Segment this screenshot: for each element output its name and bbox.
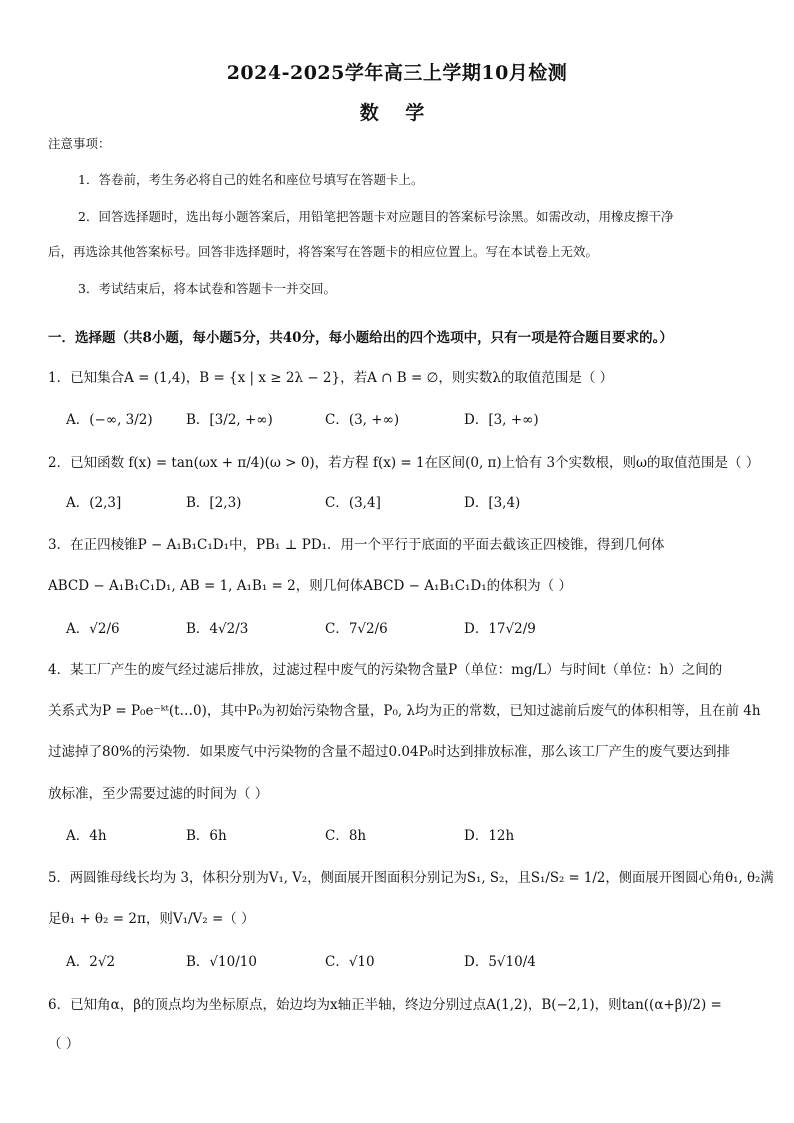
option-b: B．√10/10: [186, 954, 257, 970]
question-5-stem: 足θ₁ + θ₂ = 2π，则V₁/V₂ =（ ）: [48, 911, 255, 927]
option-a: A．(2,3]: [66, 495, 122, 511]
option-c: C．(3, +∞): [325, 412, 400, 428]
option-d: D．5√10/4: [464, 954, 536, 970]
notice-item: 2．回答选择题时，选出每小题答案后，用铅笔把答题卡对应题目的答案标号涂黑。如需改动，用橡皮擦干净: [78, 209, 674, 224]
option-d: D．[3,4): [464, 495, 521, 511]
option-b: B．[2,3): [186, 495, 242, 511]
option-a: A．2√2: [66, 954, 116, 970]
notice-heading: 注意事项：: [48, 136, 111, 151]
option-c: C．(3,4]: [325, 495, 381, 511]
subject-title: 数 学: [359, 102, 435, 124]
option-c: C．8h: [325, 828, 367, 844]
option-d: D．12h: [464, 828, 515, 844]
question-3-stem: ABCD − A₁B₁C₁D₁, AB = 1, A₁B₁ = 2，则几何体ABCD − A₁B₁C₁D₁的体积为（ ）: [48, 578, 572, 594]
option-c: C．√10: [325, 954, 375, 970]
option-b: B．6h: [186, 828, 227, 844]
option-b: B．[3/2, +∞): [186, 412, 273, 428]
question-4-stem: 放标准，至少需要过滤的时间为（ ）: [48, 786, 269, 802]
option-a: A．√2/6: [66, 621, 120, 637]
notice-item: 3．考试结束后，将本试卷和答题卡一并交回。: [78, 281, 336, 296]
exam-title: 2024-2025学年高三上学期10月检测: [226, 62, 568, 84]
option-d: D．17√2/9: [464, 621, 536, 637]
question-4-stem: 4．某工厂产生的废气经过滤后排放，过滤过程中废气的污染物含量P（单位：mg/L）与时间t（单位：h）之间的: [48, 662, 723, 678]
question-6-stem: （ ）: [48, 1036, 80, 1052]
question-2-stem: 2．已知函数 f(x) = tan(ωx + π/4)(ω > 0)，若方程 f(x) = 1在区间(0, π)上恰有 3个实数根，则ω的取值范围是（ ）: [48, 455, 760, 471]
question-5-stem: 5．两圆锥母线长均为 3，体积分别为V₁, V₂，侧面展开图面积分别记为S₁, S₂，且S₁/S₂ = 1/2，侧面展开图圆心角θ₁, θ₂满: [48, 870, 774, 886]
option-d: D．[3, +∞): [464, 412, 539, 428]
option-a: A．(−∞, 3/2): [66, 412, 153, 428]
question-1-stem: 1．已知集合A = (1,4)，B = {x | x ≥ 2λ − 2}，若A ∩ B = ∅，则实数λ的取值范围是（ ）: [48, 370, 614, 386]
option-b: B．4√2/3: [186, 621, 249, 637]
question-6-stem: 6．已知角α，β的顶点均为坐标原点，始边均为x轴正半轴，终边分别过点A(1,2)，B(−2,1)，则tan((α+β)/2) =: [48, 997, 722, 1013]
notice-item: 后，再选涂其他答案标号。回答非选择题时，将答案写在答题卡的相应位置上。写在本试卷上无效。: [48, 244, 599, 259]
section-heading: 一．选择题（共8小题，每小题5分，共40分，每小题给出的四个选项中，只有一项是符合题目要求的。）: [48, 330, 673, 346]
option-a: A．4h: [66, 828, 107, 844]
notice-item: 1．答卷前，考生务必将自己的姓名和座位号填写在答题卡上。: [78, 172, 424, 187]
question-3-stem: 3．在正四棱锥P − A₁B₁C₁D₁中，PB₁ ⊥ PD₁．用一个平行于底面的平面去截该正四棱锥，得到几何体: [48, 537, 665, 553]
question-4-stem: 过滤掉了80%的污染物．如果废气中污染物的含量不超过0.04P₀时达到排放标准，那么该工厂产生的废气要达到排: [48, 744, 731, 760]
question-4-stem: 关系式为P = P₀e⁻ᵏᵗ(t…0)，其中P₀为初始污染物含量，P₀, λ均为正的常数，已知过滤前后废气的体积相等，且在前 4h: [48, 703, 761, 719]
option-c: C．7√2/6: [325, 621, 388, 637]
